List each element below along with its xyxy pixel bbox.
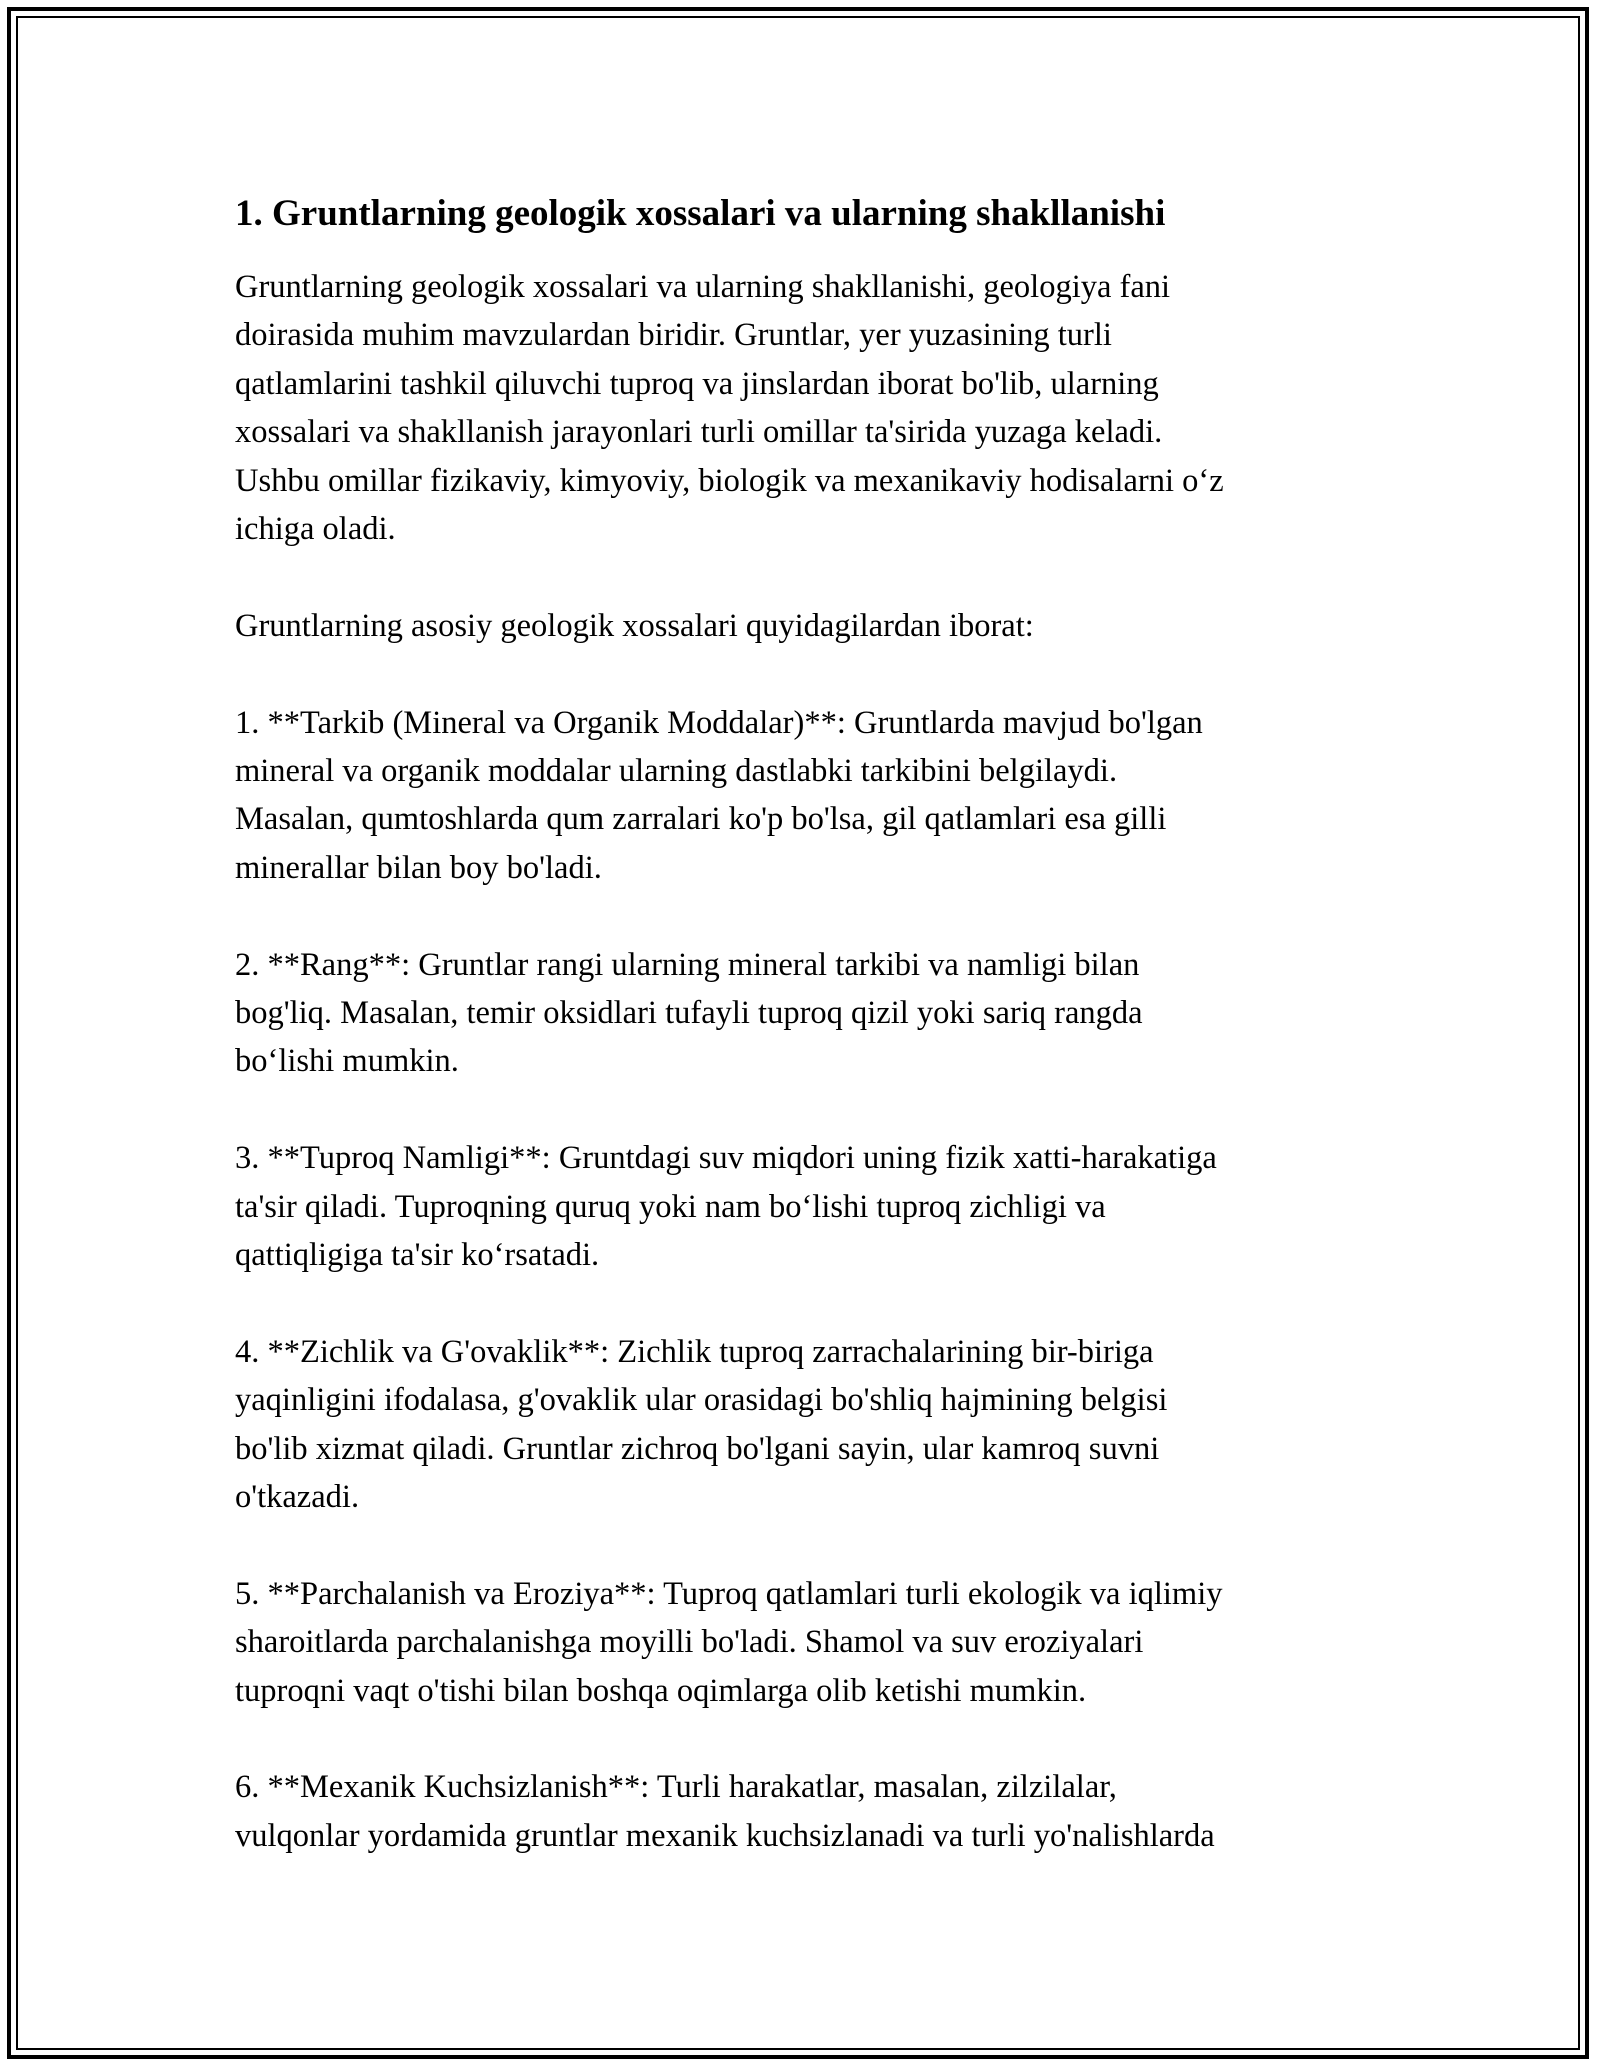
list-item-3	[235, 1134, 1375, 1279]
text-line: 6. **Mexanik Kuchsizlanish**: Turli harakatlar, masalan, zilzilalar,	[235, 1769, 1117, 1806]
text-line: bog'liq. Masalan, temir oksidlari tufayli tuproq qizil yoki sariq rangda	[235, 995, 1143, 1032]
text-line: bo'lib xizmat qiladi. Gruntlar zichroq bo'lgani sayin, ular kamroq suvni	[235, 1430, 1160, 1467]
document-body	[235, 188, 1375, 1860]
list-item-6	[235, 1763, 1375, 1860]
paragraph-spacer	[235, 1715, 1375, 1763]
text-line: Gruntlarning geologik xossalari va ularning shakllanishi, geologiya fani	[235, 269, 1171, 305]
lead-paragraph	[235, 602, 1375, 650]
list-item-1	[235, 699, 1375, 893]
text-line: qatlamlarini tashkil qiluvchi tuproq va jinslardan iborat bo'lib, ularning	[235, 365, 1159, 402]
text-line: xossalari va shakllanish jarayonlari turli omillar ta'sirida yuzaga keladi.	[235, 414, 1163, 451]
text-line: Ushbu omillar fizikaviy, kimyoviy, biologik va mexanikaviy hodisalarni o‘z	[235, 462, 1224, 499]
text-line: 5. **Parchalanish va Eroziya**: Tuproq qatlamlari turli ekologik va iqlimiy	[235, 1575, 1223, 1612]
text-line: bo‘lishi mumkin.	[235, 1043, 459, 1080]
text-line: Masalan, qumtoshlarda qum zarralari ko'p bo'lsa, gil qatlamlari esa gilli	[235, 801, 1167, 838]
paragraph-spacer	[235, 650, 1375, 698]
list-item-2	[235, 941, 1375, 1086]
intro-paragraph	[235, 263, 1375, 553]
document-title: 1. Gruntlarning geologik xossalari va ularning shakllanishi	[235, 193, 1166, 234]
text-line: tuproqni vaqt o'tishi bilan boshqa oqimlarga olib ketishi mumkin.	[235, 1672, 1087, 1709]
text-line: 1. **Tarkib (Mineral va Organik Moddalar)**: Gruntlarda mavjud bo'lgan	[235, 704, 1203, 741]
paragraph-spacer	[235, 553, 1375, 601]
text-line: sharoitlarda parchalanishga moyilli bo'ladi. Shamol va suv eroziyalari	[235, 1624, 1144, 1661]
text-line: ta'sir qiladi. Tuproqning quruq yoki nam bo‘lishi tuproq zichligi va	[235, 1188, 1106, 1225]
text-line: mineral va organik moddalar ularning dastlabki tarkibini belgilaydi.	[235, 753, 1118, 790]
text-line: o'tkazadi.	[235, 1479, 360, 1516]
text-line: doirasida muhim mavzulardan biridir. Gruntlar, yer yuzasining turli	[235, 317, 1112, 354]
paragraph-spacer	[235, 1521, 1375, 1569]
text-line: yaqinligini ifodalasa, g'ovaklik ular orasidagi bo'shliq hajmining belgisi	[235, 1382, 1168, 1419]
text-line: 2. **Rang**: Gruntlar rangi ularning mineral tarkibi va namligi bilan	[235, 946, 1140, 983]
text-line: 3. **Tuproq Namligi**: Gruntdagi suv miqdori uning fizik xatti-harakatiga	[235, 1140, 1217, 1177]
text-line: qattiqligiga ta'sir ko‘rsatadi.	[235, 1237, 600, 1274]
text-line: minerallar bilan boy bo'ladi.	[235, 849, 602, 886]
text-line: Gruntlarning asosiy geologik xossalari quyidagilardan iborat:	[235, 607, 1034, 644]
text-line: ichiga oladi.	[235, 511, 396, 548]
list-item-4	[235, 1328, 1375, 1522]
text-line: vulqonlar yordamida gruntlar mexanik kuchsizlanadi va turli yo'nalishlarda	[235, 1817, 1215, 1854]
paragraph-spacer	[235, 892, 1375, 940]
list-item-5	[235, 1570, 1375, 1715]
paragraph-spacer	[235, 1279, 1375, 1327]
paragraph-spacer	[235, 1086, 1375, 1134]
text-line: 4. **Zichlik va G'ovaklik**: Zichlik tuproq zarrachalarining bir-biriga	[235, 1333, 1154, 1370]
